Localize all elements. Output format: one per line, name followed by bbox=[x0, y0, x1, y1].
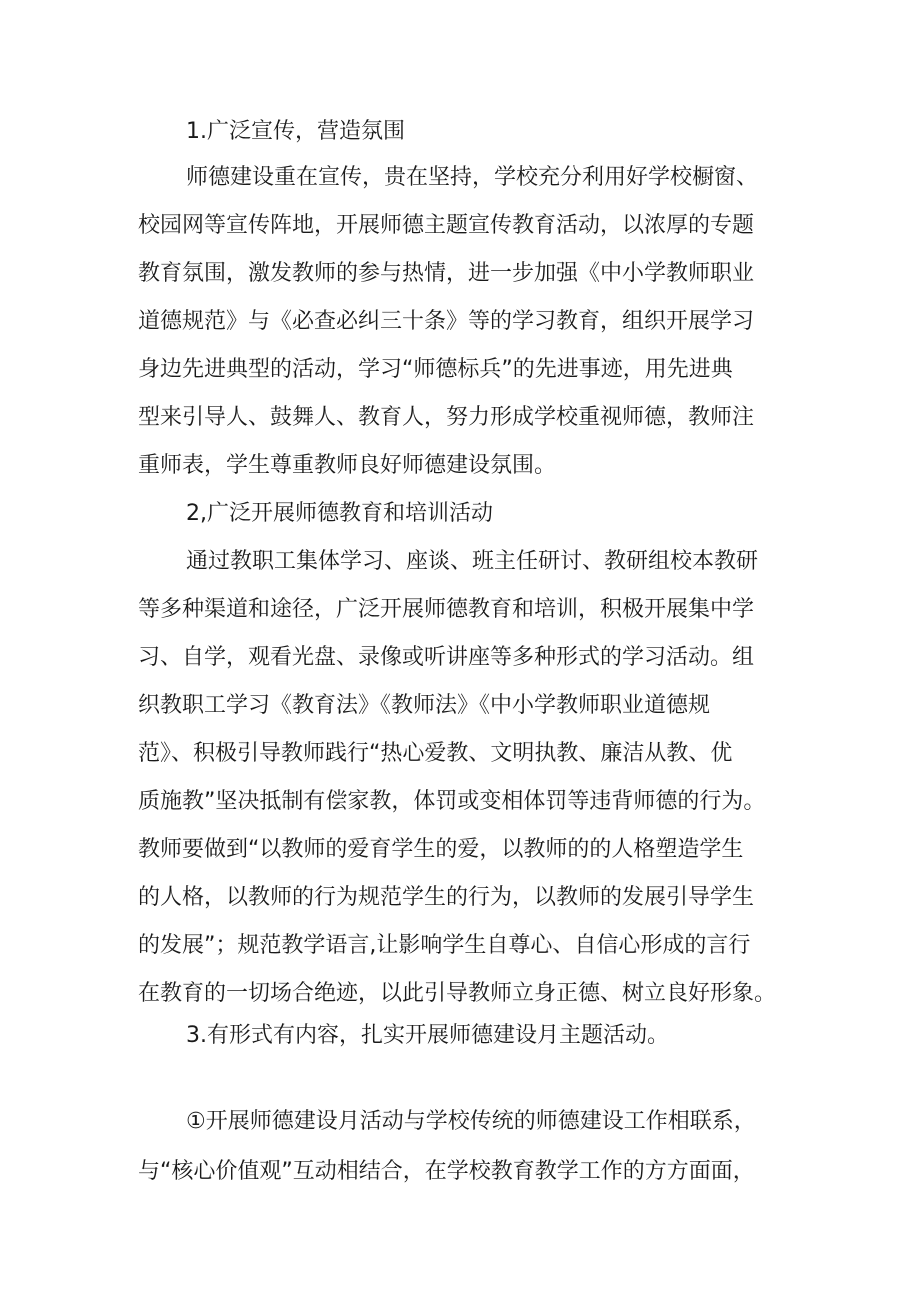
paragraph-line: 型来引导人、鼓舞人、教育人，努力形成学校重视师德，教师注 bbox=[138, 405, 755, 430]
paragraph-line: 织教职工学习《教育法》《教师法》《中小学教师职业道德规 bbox=[138, 693, 711, 718]
paragraph-line: 范》、积极引导教师践行“热心爱教、文明执教、廉洁从教、优 bbox=[138, 741, 733, 766]
paragraph-line: 校园网等宣传阵地，开展师德主题宣传教育活动，以浓厚的专题 bbox=[138, 213, 755, 238]
paragraph-line: 道德规范》与《必查必纠三十条》等的学习教育，组织开展学习 bbox=[138, 309, 755, 334]
heading-2: 2,广泛开展师德教育和培训活动 bbox=[186, 501, 493, 526]
paragraph-line: 身边先进典型的活动，学习“师德标兵”的先进事迹，用先进典 bbox=[138, 357, 733, 382]
paragraph-line: 教师要做到“以教师的爱育学生的爱，以教师的的人格塑造学生 bbox=[138, 837, 744, 862]
paragraph-line: 等多种渠道和途径，广泛开展师德教育和培训，积极开展集中学 bbox=[138, 597, 755, 622]
heading-1: 1.广泛宣传，营造氛围 bbox=[186, 119, 405, 144]
paragraph-line: 通过教职工集体学习、座谈、班主任研讨、教研组校本教研 bbox=[186, 549, 759, 574]
paragraph-line: 师德建设重在宣传，贵在坚持，学校充分利用好学校橱窗、 bbox=[186, 165, 759, 190]
paragraph-line: ①开展师德建设月活动与学校传统的师德建设工作相联系， bbox=[186, 1109, 756, 1134]
paragraph-line: 与“核心价值观”互动相结合，在学校教育教学工作的方方面面， bbox=[138, 1159, 755, 1184]
paragraph-line: 的发展”；规范教学语言,让影响学生自尊心、自信心形成的言行 bbox=[138, 933, 751, 958]
heading-3: 3.有形式有内容，扎实开展师德建设月主题活动。 bbox=[186, 1023, 669, 1048]
paragraph-line: 在教育的一切场合绝迹，以此引导教师立身正德、树立良好形象。 bbox=[138, 981, 777, 1006]
paragraph-line: 习、自学，观看光盘、录像或听讲座等多种形式的学习活动。组 bbox=[138, 645, 755, 670]
paragraph-line: 的人格，以教师的行为规范学生的行为，以教师的发展引导学生 bbox=[138, 885, 755, 910]
paragraph-line: 质施教”坚决抵制有偿家教，体罚或变相体罚等违背师德的行为。 bbox=[138, 789, 766, 814]
paragraph-line: 教育氛围，激发教师的参与热情，进一步加强《中小学教师职业 bbox=[138, 261, 755, 286]
paragraph-line: 重师表，学生尊重教师良好师德建设氛围。 bbox=[138, 453, 557, 478]
